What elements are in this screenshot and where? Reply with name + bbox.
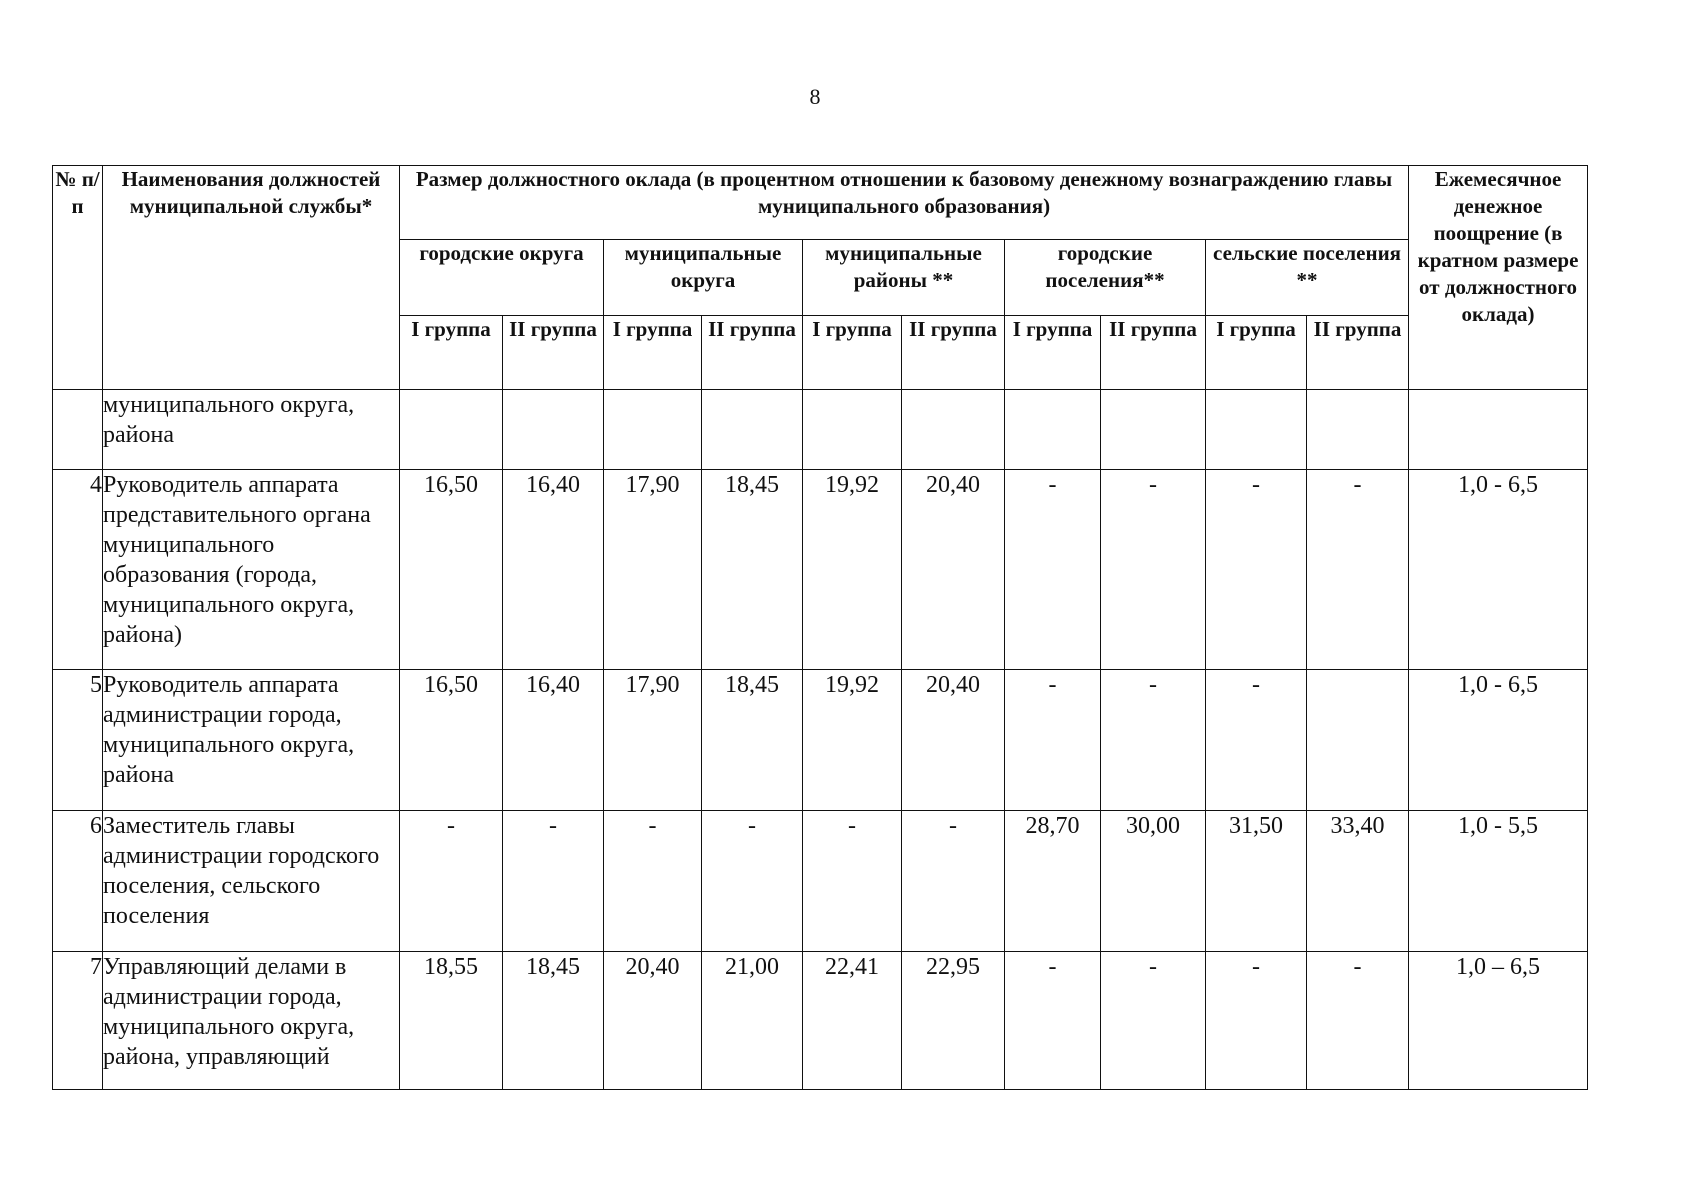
salary-value: -	[1307, 952, 1409, 1090]
salary-value: -	[702, 811, 803, 952]
salary-value: 28,70	[1005, 811, 1101, 952]
salary-value: -	[1005, 670, 1101, 811]
salary-value: 19,92	[803, 470, 902, 670]
subheader-group-i: I группа	[400, 316, 503, 390]
header-bonus: Ежемесячное денежное поощрение (в кратном размере от должностного оклада)	[1409, 166, 1588, 390]
header-group-city-districts: городские округа	[400, 240, 604, 316]
bonus-range: 1,0 - 6,5	[1409, 670, 1588, 811]
header-num: № п/п	[53, 166, 103, 390]
bonus-range	[1409, 390, 1588, 470]
table-row	[53, 952, 1588, 1090]
position-name: Заместитель главы администрации городского поселения, сельского поселения	[103, 811, 400, 952]
salary-value	[1206, 390, 1307, 470]
salary-value: -	[1101, 952, 1206, 1090]
subheader-group-i: I группа	[803, 316, 902, 390]
salary-value: 16,40	[503, 670, 604, 811]
table-row	[53, 470, 1588, 670]
salary-value: -	[604, 811, 702, 952]
table-row	[53, 390, 1588, 470]
salary-value: -	[902, 811, 1005, 952]
salary-value	[902, 390, 1005, 470]
page-number: 8	[809, 84, 821, 109]
salary-value: 30,00	[1101, 811, 1206, 952]
position-name: муниципального округа, района	[103, 390, 400, 470]
salary-value	[803, 390, 902, 470]
salary-value: 17,90	[604, 670, 702, 811]
header-salary: Размер должностного оклада (в процентном отношении к базовому денежному вознаграждению главы муниципального образования)	[400, 166, 1409, 240]
salary-value	[1307, 390, 1409, 470]
header-group-municipal-regions: муниципальные районы **	[803, 240, 1005, 316]
salary-value: 31,50	[1206, 811, 1307, 952]
salary-value: -	[1005, 470, 1101, 670]
header-name: Наименования должностей муниципальной службы*	[103, 166, 400, 390]
row-number: 7	[53, 952, 103, 1090]
salary-value: 20,40	[604, 952, 702, 1090]
salary-value: -	[803, 811, 902, 952]
salary-value	[604, 390, 702, 470]
header-group-urban-settlements: городские поселения**	[1005, 240, 1206, 316]
salary-value: 20,40	[902, 470, 1005, 670]
salary-value: -	[1307, 470, 1409, 670]
salary-value	[400, 390, 503, 470]
salary-table	[52, 165, 1588, 1090]
subheader-group-ii: II группа	[503, 316, 604, 390]
header-group-municipal-districts: муниципальные округа	[604, 240, 803, 316]
salary-value	[503, 390, 604, 470]
row-number	[53, 390, 103, 470]
row-number: 6	[53, 811, 103, 952]
salary-value: 33,40	[1307, 811, 1409, 952]
salary-value: 18,45	[503, 952, 604, 1090]
bonus-range: 1,0 – 6,5	[1409, 952, 1588, 1090]
header-group-rural-settlements: сельские поселения **	[1206, 240, 1409, 316]
salary-value: -	[400, 811, 503, 952]
salary-value: -	[1005, 952, 1101, 1090]
subheader-group-i: I группа	[1005, 316, 1101, 390]
salary-value: 18,45	[702, 470, 803, 670]
subheader-group-ii: II группа	[1101, 316, 1206, 390]
row-number: 4	[53, 470, 103, 670]
subheader-group-ii: II группа	[702, 316, 803, 390]
salary-value: -	[1101, 670, 1206, 811]
salary-value: 19,92	[803, 670, 902, 811]
salary-value: 16,50	[400, 470, 503, 670]
salary-value: -	[1206, 952, 1307, 1090]
position-name: Руководитель аппарата администрации города, муниципального округа, района	[103, 670, 400, 811]
salary-value: 18,55	[400, 952, 503, 1090]
salary-value: -	[503, 811, 604, 952]
salary-value: 16,40	[503, 470, 604, 670]
salary-value: -	[1206, 670, 1307, 811]
salary-value: 18,45	[702, 670, 803, 811]
bonus-range: 1,0 - 5,5	[1409, 811, 1588, 952]
salary-value: 21,00	[702, 952, 803, 1090]
salary-value	[1307, 670, 1409, 811]
salary-value: -	[1101, 470, 1206, 670]
position-name: Руководитель аппарата представительного органа муниципального образования (города, муниципального округа, района)	[103, 470, 400, 670]
row-number: 5	[53, 670, 103, 811]
salary-value: -	[1206, 470, 1307, 670]
table-row	[53, 811, 1588, 952]
position-name: Управляющий делами в администрации города, муниципального округа, района, управляющий	[103, 952, 400, 1090]
salary-value	[1005, 390, 1101, 470]
subheader-group-i: I группа	[1206, 316, 1307, 390]
bonus-range: 1,0 - 6,5	[1409, 470, 1588, 670]
salary-value: 22,95	[902, 952, 1005, 1090]
salary-value: 22,41	[803, 952, 902, 1090]
salary-value	[702, 390, 803, 470]
salary-value: 16,50	[400, 670, 503, 811]
table-row	[53, 670, 1588, 811]
subheader-group-i: I группа	[604, 316, 702, 390]
subheader-group-ii: II группа	[902, 316, 1005, 390]
salary-value: 17,90	[604, 470, 702, 670]
subheader-group-ii: II группа	[1307, 316, 1409, 390]
salary-value	[1101, 390, 1206, 470]
salary-value: 20,40	[902, 670, 1005, 811]
